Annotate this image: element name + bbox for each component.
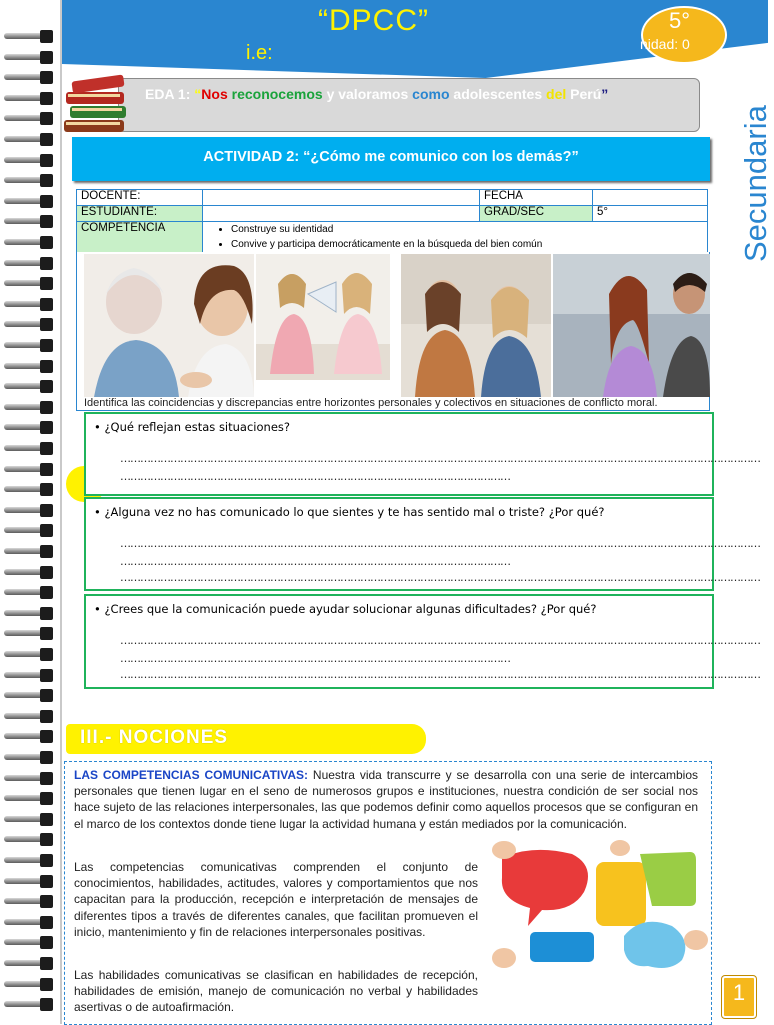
spiral-hole [40, 112, 53, 125]
spiral-wire [4, 424, 44, 430]
page-edge [60, 0, 62, 1024]
page-number-badge [722, 976, 756, 1018]
spiral-hole [40, 772, 53, 785]
spiral-hole [40, 854, 53, 867]
answer-line[interactable]: ………………………………………………………………………………………………………………………………………………………………………… [120, 668, 760, 681]
spiral-hole [40, 483, 53, 496]
spiral-wire [4, 960, 44, 966]
eda-box [118, 78, 700, 132]
spiral-ring [4, 401, 56, 414]
spiral-hole [40, 978, 53, 991]
spiral-hole [40, 792, 53, 805]
spiral-ring [4, 504, 56, 517]
spiral-wire [4, 919, 44, 925]
spiral-ring [4, 133, 56, 146]
spiral-wire [4, 74, 44, 80]
docente-field[interactable] [203, 190, 480, 206]
spiral-wire [4, 630, 44, 636]
spiral-wire [4, 507, 44, 513]
spiral-ring [4, 792, 56, 805]
spiral-ring [4, 112, 56, 125]
spiral-wire [4, 445, 44, 451]
spiral-wire [4, 878, 44, 884]
answer-line[interactable]: ………………………………………………………………………………………………………………………………………………………………………… [120, 571, 760, 584]
spiral-wire [4, 280, 44, 286]
spiral-hole [40, 607, 53, 620]
spiral-wire [4, 260, 44, 266]
list-item: • Construye su identidad [231, 222, 703, 237]
gradsec-label: GRAD/SEC [480, 206, 593, 222]
spiral-hole [40, 277, 53, 290]
photo-teens-conversation [553, 254, 710, 397]
spiral-wire [4, 651, 44, 657]
spiral-ring [4, 442, 56, 455]
spiral-hole [40, 154, 53, 167]
spiral-ring [4, 566, 56, 579]
spiral-hole [40, 174, 53, 187]
answer-line[interactable]: ……………………………………………………………………………………………………… [120, 470, 510, 483]
spiral-ring [4, 998, 56, 1011]
spiral-hole [40, 504, 53, 517]
spiral-wire [4, 775, 44, 781]
eda-word: Nos [201, 86, 228, 102]
spiral-ring [4, 607, 56, 620]
competencia-label: COMPETENCIA [77, 222, 203, 253]
spiral-wire [4, 857, 44, 863]
spiral-wire [4, 569, 44, 575]
spiral-hole [40, 895, 53, 908]
spiral-ring [4, 421, 56, 434]
spiral-wire [4, 54, 44, 60]
spiral-wire [4, 672, 44, 678]
spiral-hole [40, 133, 53, 146]
spiral-hole [40, 71, 53, 84]
spiral-wire [4, 754, 44, 760]
spiral-hole [40, 401, 53, 414]
photo-sad-girls-couch [401, 254, 551, 397]
spiral-hole [40, 339, 53, 352]
spiral-ring [4, 92, 56, 105]
spiral-ring [4, 257, 56, 270]
page-title: “DPCC” [318, 4, 429, 37]
spiral-hole [40, 92, 53, 105]
answer-line[interactable]: ……………………………………………………………………………………………………… [120, 555, 510, 568]
spiral-wire [4, 301, 44, 307]
spiral-hole [40, 627, 53, 640]
spiral-ring [4, 339, 56, 352]
spiral-hole [40, 30, 53, 43]
spiral-hole [40, 586, 53, 599]
spiral-wire [4, 198, 44, 204]
estudiante-label: ESTUDIANTE: [77, 206, 203, 222]
table-row [77, 222, 708, 253]
photo-girls-megaphones [256, 254, 390, 397]
question-box [84, 412, 760, 496]
criterio-text: Identifica las coincidencias y discrepancias entre horizontes personales y colectivos en situaciones de conflicto moral. [84, 397, 658, 409]
eda-word: reconocemos [231, 86, 323, 102]
spiral-binding [0, 30, 62, 1020]
spiral-wire [4, 836, 44, 842]
spiral-hole [40, 236, 53, 249]
spiral-hole [40, 318, 53, 331]
spiral-ring [4, 833, 56, 846]
speech-bubbles-icon [492, 840, 710, 972]
docente-label: DOCENTE: [77, 190, 203, 206]
spiral-hole [40, 257, 53, 270]
spiral-wire [4, 548, 44, 554]
spiral-hole [40, 215, 53, 228]
grade-text: 5° [669, 8, 691, 33]
question-box [84, 594, 760, 689]
spiral-wire [4, 321, 44, 327]
activity-title: ACTIVIDAD 2: “¿Cómo me comunico con los demás?” [203, 149, 579, 165]
fecha-label: FECHA [480, 190, 593, 206]
spiral-ring [4, 51, 56, 64]
spiral-wire [4, 363, 44, 369]
spiral-ring [4, 916, 56, 929]
answer-line[interactable]: ………………………………………………………………………………………………………………………………………………………………………… [120, 537, 760, 550]
answer-line[interactable]: ……………………………………………………………………………………………………… [120, 652, 510, 665]
competencias-heading: LAS COMPETENCIAS COMUNICATIVAS: [74, 768, 309, 782]
table-row [77, 190, 708, 206]
spiral-wire [4, 342, 44, 348]
competencia-list [207, 222, 703, 252]
unidad-text: nidad: 0 [640, 36, 690, 52]
eda-prefix: EDA 1: [145, 86, 191, 102]
photo-elderly-woman-and-caregiver [84, 254, 254, 397]
spiral-ring [4, 895, 56, 908]
spiral-wire [4, 404, 44, 410]
spiral-wire [4, 939, 44, 945]
spiral-wire [4, 157, 44, 163]
spiral-hole [40, 998, 53, 1011]
spiral-wire [4, 177, 44, 183]
spiral-ring [4, 751, 56, 764]
spiral-ring [4, 277, 56, 290]
eda-quote-close: ” [601, 86, 609, 102]
spiral-hole [40, 524, 53, 537]
spiral-hole [40, 195, 53, 208]
spiral-hole [40, 957, 53, 970]
spiral-wire [4, 1001, 44, 1007]
section-banner [66, 724, 426, 754]
spiral-hole [40, 833, 53, 846]
spiral-wire [4, 898, 44, 904]
spiral-ring [4, 545, 56, 558]
spiral-hole [40, 545, 53, 558]
paragraph: Las competencias comunicativas comprenden el conjunto de conocimientos, habilidades, actitudes, valores y comportamientos que nos capacitan para la producción, recepción e interpretación de mensajes de diferentes tipos a través de diferentes canales, que facilitan promueven el inicio, mantenimiento y fin de relaciones interpersonales positivas. [74, 860, 478, 939]
spiral-ring [4, 648, 56, 661]
spiral-wire [4, 816, 44, 822]
spiral-wire [4, 466, 44, 472]
spiral-ring [4, 174, 56, 187]
spiral-hole [40, 360, 53, 373]
level-vertical-label: Secundaria [738, 105, 773, 262]
eda-word: como [412, 86, 450, 102]
eda-text [145, 85, 685, 104]
estudiante-field[interactable] [203, 206, 480, 222]
spiral-wire [4, 136, 44, 142]
spiral-ring [4, 813, 56, 826]
question-text: • ¿Qué reflejan estas situaciones? [94, 420, 290, 434]
spiral-hole [40, 442, 53, 455]
spiral-wire [4, 383, 44, 389]
paragraph: Las habilidades comunicativas se clasifican en habilidades de recepción, habilidades de emisión, manejo de comunicación no verbal y habilidades asertivas o de autoafirmación. [74, 968, 478, 1015]
spiral-ring [4, 875, 56, 888]
gradsec-field[interactable]: 5° [593, 206, 708, 222]
spiral-ring [4, 463, 56, 476]
spiral-ring [4, 978, 56, 991]
question-box [84, 497, 760, 591]
spiral-ring [4, 318, 56, 331]
spiral-hole [40, 669, 53, 682]
spiral-hole [40, 751, 53, 764]
table-row [77, 206, 708, 222]
spiral-ring [4, 380, 56, 393]
eda-quote-open: “ [194, 86, 202, 102]
spiral-hole [40, 566, 53, 579]
spiral-hole [40, 730, 53, 743]
spiral-wire [4, 115, 44, 121]
spiral-hole [40, 380, 53, 393]
spiral-ring [4, 689, 56, 702]
activity-banner [72, 137, 710, 181]
level-vertical-title [706, 68, 773, 268]
question-text: • ¿Alguna vez no has comunicado lo que sientes y te has sentido mal o triste? ¿Por qué? [94, 505, 605, 519]
spiral-ring [4, 627, 56, 640]
spiral-ring [4, 772, 56, 785]
question-text: • ¿Crees que la comunicación puede ayudar solucionar algunas dificultades? ¿Por qué? [94, 602, 597, 616]
spiral-wire [4, 713, 44, 719]
spiral-ring [4, 215, 56, 228]
eda-word: Perú [570, 86, 602, 102]
spiral-ring [4, 30, 56, 43]
spiral-wire [4, 795, 44, 801]
institution-label: i.e: [246, 42, 273, 64]
answer-line[interactable]: ………………………………………………………………………………………………………………………………………………………………………… [120, 634, 760, 647]
spiral-hole [40, 936, 53, 949]
page-number: 1 [732, 980, 746, 1005]
spiral-ring [4, 298, 56, 311]
spiral-ring [4, 710, 56, 723]
paragraph-text: Nuestra vida transcurre y se desarrolla con una serie de intercambios personales que tienen lugar en el seno de numerosos grupos e instituciones, nuestra condición de ser social nos hace sujeto de las relaciones interpersonales, las que podemos definir como aquellos procesos que se configuran en el marco de los contextos donde tiene lugar la actividad humana y están mediados por la comunicación. [74, 768, 699, 831]
spiral-hole [40, 916, 53, 929]
spiral-wire [4, 733, 44, 739]
spiral-ring [4, 586, 56, 599]
spiral-hole [40, 51, 53, 64]
spiral-hole [40, 689, 53, 702]
spiral-hole [40, 421, 53, 434]
spiral-wire [4, 95, 44, 101]
eda-word: y valoramos [326, 86, 409, 102]
spiral-ring [4, 854, 56, 867]
spiral-ring [4, 236, 56, 249]
spiral-ring [4, 71, 56, 84]
spiral-hole [40, 648, 53, 661]
eda-word: del [546, 86, 567, 102]
spiral-ring [4, 154, 56, 167]
spiral-hole [40, 813, 53, 826]
spiral-ring [4, 957, 56, 970]
spiral-wire [4, 589, 44, 595]
eda-word: adolescentes [453, 86, 543, 102]
spiral-ring [4, 360, 56, 373]
spiral-wire [4, 692, 44, 698]
spiral-wire [4, 610, 44, 616]
spiral-ring [4, 669, 56, 682]
spiral-hole [40, 298, 53, 311]
spiral-ring [4, 195, 56, 208]
paragraph [74, 767, 698, 832]
spiral-ring [4, 483, 56, 496]
section-title: III.- NOCIONES [80, 727, 229, 748]
info-table [76, 189, 708, 253]
fecha-field[interactable] [593, 190, 708, 206]
spiral-ring [4, 730, 56, 743]
answer-line[interactable]: ………………………………………………………………………………………………………………………………………………………………………… [120, 452, 760, 465]
spiral-wire [4, 981, 44, 987]
list-item: • Convive y participa democráticamente en la búsqueda del bien común [231, 237, 703, 252]
spiral-hole [40, 710, 53, 723]
books-icon [60, 72, 132, 140]
spiral-wire [4, 33, 44, 39]
spiral-wire [4, 218, 44, 224]
spiral-wire [4, 239, 44, 245]
competencia-cell [203, 222, 708, 253]
spiral-ring [4, 524, 56, 537]
spiral-wire [4, 527, 44, 533]
spiral-wire [4, 486, 44, 492]
spiral-hole [40, 463, 53, 476]
spiral-ring [4, 936, 56, 949]
spiral-hole [40, 875, 53, 888]
